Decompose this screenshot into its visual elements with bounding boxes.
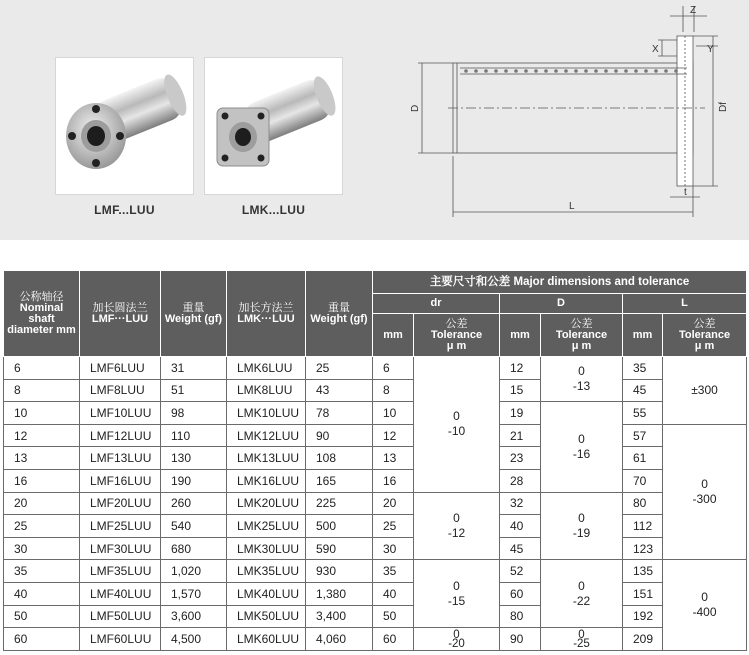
cell-l-tolerance-lower: -300 [692, 492, 717, 507]
cell-l-mm: 209 [623, 628, 663, 651]
cell-shaft-diameter: 10 [4, 402, 80, 425]
specification-table-body [4, 357, 747, 651]
cell-dr-mm: 12 [373, 424, 414, 447]
cell-dr-tolerance-lower: -10 [447, 424, 466, 439]
cell-lmf-weight: 260 [161, 492, 227, 515]
cell-shaft-diameter: 8 [4, 379, 80, 402]
cell-lmk-model: LMK12LUU [227, 424, 306, 447]
cell-lmk-weight: 500 [306, 515, 373, 538]
cell-lmf-weight: 31 [161, 357, 227, 380]
cell-lmf-model: LMF16LUU [80, 469, 161, 492]
cell-l-mm: 57 [623, 424, 663, 447]
cell-dr-tolerance [414, 492, 500, 560]
cell-dr-mm: 10 [373, 402, 414, 425]
cell-lmk-model: LMK40LUU [227, 582, 306, 605]
cell-lmk-weight: 3,400 [306, 605, 373, 628]
cell-lmk-weight: 590 [306, 537, 373, 560]
header-lmf: 加长圆法兰 LMF···LUU [80, 271, 161, 357]
cell-lmk-model: LMK25LUU [227, 515, 306, 538]
cell-l-mm: 55 [623, 402, 663, 425]
cell-lmf-model: LMF6LUU [80, 357, 161, 380]
header-major-dimensions: 主要尺寸和公差 Major dimensions and tolerance [373, 271, 747, 294]
cell-dr-tolerance [414, 560, 500, 628]
cell-lmf-model: LMF8LUU [80, 379, 161, 402]
cell-lmk-weight: 4,060 [306, 628, 373, 651]
cell-d-tolerance-upper: 0 [578, 364, 585, 379]
cell-d-mm: 80 [500, 605, 541, 628]
cell-lmk-model: LMK8LUU [227, 379, 306, 402]
label-d: D [410, 104, 421, 112]
cell-d-tolerance [541, 628, 623, 651]
cell-l-tolerance [663, 560, 747, 650]
table-row [4, 515, 747, 538]
cell-shaft-diameter: 6 [4, 357, 80, 380]
cell-dr-tolerance-lower: -12 [447, 525, 466, 540]
cell-lmf-weight: 3,600 [161, 605, 227, 628]
cell-l-tolerance-upper: 0 [701, 590, 708, 605]
cell-l-mm: 70 [623, 469, 663, 492]
cell-d-tolerance-upper: 0 [578, 510, 585, 525]
cell-d-tolerance [541, 492, 623, 560]
label-y: Y [707, 44, 714, 55]
cell-dr-tolerance-upper: 0 [453, 578, 460, 593]
cell-d-tolerance-upper: 0 [578, 431, 585, 446]
cell-d-tolerance [541, 560, 623, 628]
cell-lmf-weight: 540 [161, 515, 227, 538]
header-weight-lmk: 重量 Weight (gf) [306, 271, 373, 357]
table-row [4, 379, 747, 402]
header-lmk: 加长方法兰 LMK···LUU [227, 271, 306, 357]
table-row [4, 628, 747, 651]
cell-dr-mm: 25 [373, 515, 414, 538]
cell-l-mm: 35 [623, 357, 663, 380]
cell-l-mm: 61 [623, 447, 663, 470]
cell-dr-mm: 8 [373, 379, 414, 402]
cell-d-tolerance-upper: 0 [578, 578, 585, 593]
cell-lmf-model: LMF60LUU [80, 628, 161, 651]
cell-dr-tolerance-lower: -15 [447, 593, 466, 608]
header-d-tolerance: 公差 Tolerance μ m [541, 314, 623, 357]
header-d: D [500, 294, 623, 314]
cell-dr-mm: 30 [373, 537, 414, 560]
cell-lmf-weight: 4,500 [161, 628, 227, 651]
cell-d-tolerance-lower: -22 [572, 593, 591, 608]
label-x: X [652, 44, 659, 55]
cell-lmk-weight: 1,380 [306, 582, 373, 605]
cell-dr-tolerance-upper: 0 [453, 510, 460, 525]
round-flange-caption: LMF...LUU [94, 203, 155, 217]
cell-dr-mm: 50 [373, 605, 414, 628]
cell-shaft-diameter: 25 [4, 515, 80, 538]
cell-lmf-model: LMF40LUU [80, 582, 161, 605]
cell-lmk-model: LMK13LUU [227, 447, 306, 470]
header-dr-tolerance: 公差 Tolerance μ m [414, 314, 500, 357]
table-row [4, 469, 747, 492]
cell-lmk-model: LMK16LUU [227, 469, 306, 492]
cell-lmk-weight: 78 [306, 402, 373, 425]
cell-d-tolerance [541, 402, 623, 492]
cell-dr-tolerance-upper: 0 [453, 628, 460, 641]
cell-lmk-model: LMK30LUU [227, 537, 306, 560]
table-row [4, 605, 747, 628]
round-flange-bearing-photo [55, 57, 194, 195]
cell-d-mm: 19 [500, 402, 541, 425]
cell-l-mm: 151 [623, 582, 663, 605]
cell-d-tolerance [541, 357, 623, 402]
cell-lmf-model: LMF50LUU [80, 605, 161, 628]
cell-lmk-model: LMK60LUU [227, 628, 306, 651]
cell-shaft-diameter: 13 [4, 447, 80, 470]
cell-lmk-weight: 225 [306, 492, 373, 515]
table-row [4, 357, 747, 380]
label-df: Df [718, 102, 729, 112]
technical-drawing [400, 0, 749, 240]
cell-lmf-model: LMF20LUU [80, 492, 161, 515]
cell-shaft-diameter: 20 [4, 492, 80, 515]
cell-d-mm: 28 [500, 469, 541, 492]
table-row [4, 492, 747, 515]
cell-shaft-diameter: 40 [4, 582, 80, 605]
cell-dr-mm: 13 [373, 447, 414, 470]
label-t: t [684, 187, 687, 198]
table-row [4, 424, 747, 447]
cell-l-tolerance [663, 357, 747, 425]
cell-lmf-weight: 51 [161, 379, 227, 402]
cell-dr-tolerance-lower: -20 [448, 637, 465, 650]
cell-d-mm: 15 [500, 379, 541, 402]
header-l-mm: mm [623, 314, 663, 357]
cell-dr-mm: 40 [373, 582, 414, 605]
specification-table [3, 270, 747, 651]
cell-lmk-weight: 43 [306, 379, 373, 402]
cell-lmf-model: LMF12LUU [80, 424, 161, 447]
cell-l-mm: 45 [623, 379, 663, 402]
cell-lmf-weight: 110 [161, 424, 227, 447]
cell-dr-mm: 6 [373, 357, 414, 380]
cell-lmk-weight: 90 [306, 424, 373, 447]
square-flange-caption: LMK...LUU [241, 203, 306, 217]
cell-dr-mm: 35 [373, 560, 414, 583]
table-row [4, 447, 747, 470]
table-row [4, 402, 747, 425]
cell-dr-tolerance-upper: 0 [453, 409, 460, 424]
header-weight-lmf: 重量 Weight (gf) [161, 271, 227, 357]
cell-l-mm: 135 [623, 560, 663, 583]
cell-d-mm: 21 [500, 424, 541, 447]
cell-shaft-diameter: 12 [4, 424, 80, 447]
cell-d-mm: 60 [500, 582, 541, 605]
cell-lmf-model: LMF13LUU [80, 447, 161, 470]
cell-lmf-model: LMF10LUU [80, 402, 161, 425]
cell-dr-mm: 60 [373, 628, 414, 651]
cell-l-mm: 192 [623, 605, 663, 628]
header-dr: dr [373, 294, 500, 314]
cell-l-tolerance-upper: 0 [701, 477, 708, 492]
header-l-tolerance: 公差 Tolerance μ m [663, 314, 747, 357]
cell-shaft-diameter: 50 [4, 605, 80, 628]
cell-d-tolerance-lower: -25 [573, 637, 590, 650]
cell-shaft-diameter: 60 [4, 628, 80, 651]
cell-d-mm: 90 [500, 628, 541, 651]
cell-dr-tolerance [414, 628, 500, 651]
product-overview-panel [0, 0, 749, 240]
table-row [4, 537, 747, 560]
cell-lmk-weight: 108 [306, 447, 373, 470]
cell-lmk-weight: 930 [306, 560, 373, 583]
label-l: L [569, 201, 575, 212]
cell-lmk-model: LMK20LUU [227, 492, 306, 515]
cell-dr-mm: 16 [373, 469, 414, 492]
cell-lmf-weight: 1,020 [161, 560, 227, 583]
cell-lmf-model: LMF35LUU [80, 560, 161, 583]
cell-d-mm: 45 [500, 537, 541, 560]
table-row [4, 582, 747, 605]
header-dr-mm: mm [373, 314, 414, 357]
cell-d-mm: 12 [500, 357, 541, 380]
cell-lmf-weight: 98 [161, 402, 227, 425]
cell-d-tolerance-upper: 0 [578, 628, 585, 641]
cell-dr-tolerance [414, 357, 500, 493]
cell-d-tolerance-lower: -16 [572, 446, 591, 461]
header-d-mm: mm [500, 314, 541, 357]
cell-lmf-model: LMF25LUU [80, 515, 161, 538]
cell-d-mm: 32 [500, 492, 541, 515]
cell-lmk-weight: 25 [306, 357, 373, 380]
cell-lmk-weight: 165 [306, 469, 373, 492]
cell-dr-mm: 20 [373, 492, 414, 515]
cell-d-mm: 40 [500, 515, 541, 538]
cell-lmf-weight: 680 [161, 537, 227, 560]
cell-l-tolerance-upper: ±300 [691, 382, 718, 397]
cell-shaft-diameter: 30 [4, 537, 80, 560]
cell-d-tolerance-lower: -13 [572, 379, 591, 394]
table-row [4, 560, 747, 583]
cell-d-tolerance-lower: -19 [572, 525, 591, 540]
label-z: Z [690, 5, 697, 16]
square-flange-bearing-photo [204, 57, 343, 195]
cell-lmk-model: LMK10LUU [227, 402, 306, 425]
cell-lmf-weight: 1,570 [161, 582, 227, 605]
cell-l-tolerance-lower: -400 [692, 605, 717, 620]
cell-d-mm: 52 [500, 560, 541, 583]
cell-l-tolerance [663, 424, 747, 560]
cell-lmf-model: LMF30LUU [80, 537, 161, 560]
cell-shaft-diameter: 16 [4, 469, 80, 492]
cell-lmk-model: LMK35LUU [227, 560, 306, 583]
cell-lmf-weight: 130 [161, 447, 227, 470]
cell-lmf-weight: 190 [161, 469, 227, 492]
cell-d-mm: 23 [500, 447, 541, 470]
cell-shaft-diameter: 35 [4, 560, 80, 583]
cell-l-mm: 112 [623, 515, 663, 538]
cell-lmk-model: LMK6LUU [227, 357, 306, 380]
header-l: L [623, 294, 747, 314]
cell-l-mm: 80 [623, 492, 663, 515]
header-nominal-shaft: 公称轴径 Nominal shaft diameter mm [4, 271, 80, 357]
cell-lmk-model: LMK50LUU [227, 605, 306, 628]
cell-l-mm: 123 [623, 537, 663, 560]
